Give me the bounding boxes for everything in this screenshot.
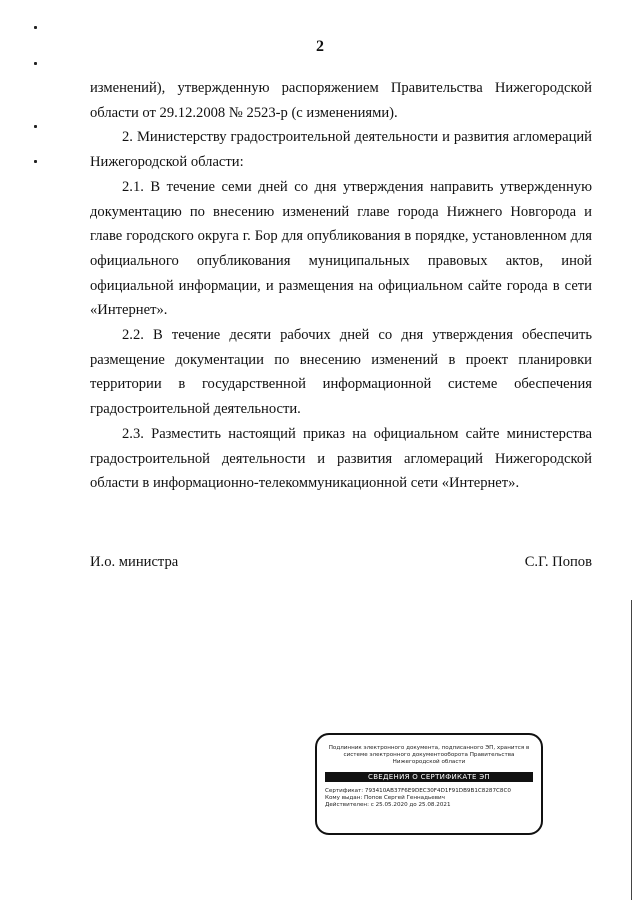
signature-block [90,554,592,571]
stamp-certificate: Сертификат: 793410AB37F6E9DEC30F4D1F91DB9B1C8287C8C0 [325,788,511,794]
stamp-intro-text: Подлинник электронного документа, подписанного ЭП, хранится в системе электронного документооборота Правительства Нижегородской области [328,745,530,765]
paragraph-2-1: 2.1. В течение семи дней со дня утверждения направить утвержденную документацию по внесению изменений главе города Нижнего Новгорода и главе городского округа г. Бор для опубликования в порядке, установленном для официального опубликования муниципальных правовых актов, иной официальной информации, и размещения на официальном сайте города в сети «Интернет». [90,178,592,319]
stamp-issued-to: Кому выдан: Попов Сергей Геннадьевич [325,795,445,802]
signatory-position: И.о. министра [90,554,179,570]
paragraph-continuation: изменений), утвержденную распоряжением Правительства Нижегородской области от 29.12.2008 № 2523-р (с изменениями). [90,80,592,121]
signatory-name: С.Г. Попов [524,554,592,570]
paragraph-2-2: 2.2. В течение десяти рабочих дней со дня утверждения обеспечить размещение документации по внесению изменений в проект планировки территории в государственной информационной системе обеспечения градостроительной деятельности. [90,327,592,418]
document-body [90,76,592,496]
page-number: 2 [316,38,324,55]
scan-edge-line [631,600,632,900]
stamp-details [325,788,533,810]
stamp-validity: Действителен: с 25.05.2020 до 25.08.2021 [325,802,451,809]
paragraph-2: 2. Министерству градостроительной деятельности и развития агломераций Нижегородской области: [90,129,592,171]
stamp-header: СВЕДЕНИЯ О СЕРТИФИКАТЕ ЭП [325,772,533,782]
paragraph-2-3: 2.3. Разместить настоящий приказ на официальном сайте министерства градостроительной деятельности и развития агломераций Нижегородской области в информационно-телекоммуникационной сети «Интернет». [90,425,592,492]
electronic-signature-stamp [315,733,543,835]
